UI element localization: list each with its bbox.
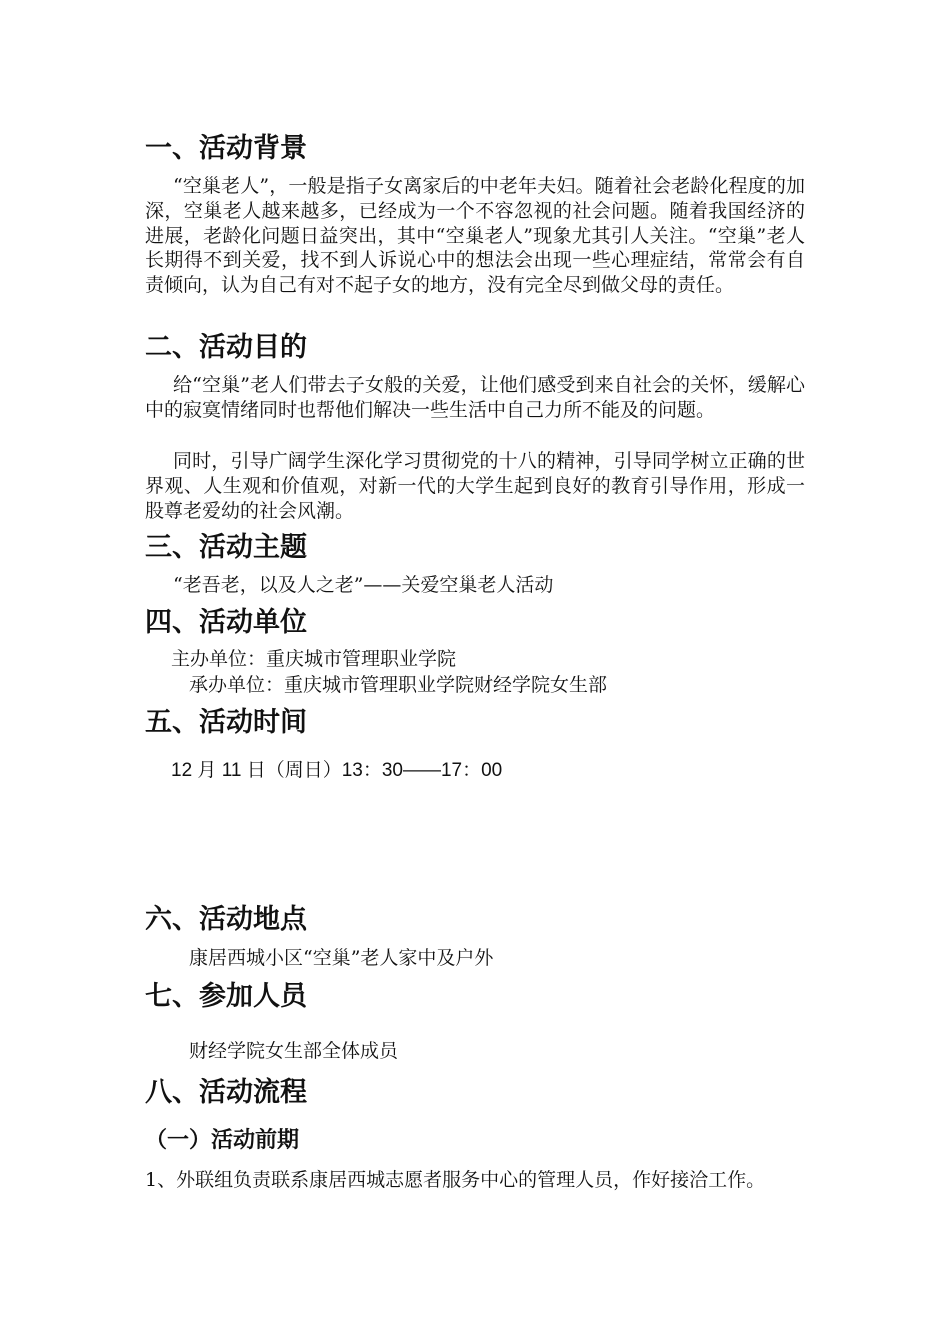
heading-purpose: 二、活动目的 (145, 332, 307, 363)
location-text: 康居西城小区“空巢”老人家中及户外 (189, 947, 494, 969)
heading-theme: 三、活动主题 (145, 532, 307, 563)
heading-participants: 七、参加人员 (145, 981, 307, 1012)
host-unit: 主办单位：重庆城市管理职业学院 (171, 648, 457, 670)
heading-background: 一、活动背景 (145, 133, 307, 164)
purpose-paragraph-2: 同时，引导广阔学生深化学习贯彻党的十八的精神，引导同学树立正确的世界观、人生观和价值观，对新一代的大学生起到良好的教育引导作用，形成一股尊老爱幼的社会风潮。 (145, 450, 805, 522)
subheading-pre-activity: （一）活动前期 (145, 1128, 300, 1153)
background-paragraph: “空巢老人”，一般是指子女离家后的中老年夫妇。随着社会老龄化程度的加深，空巢老人越来越多，已经成为一个不容忽视的社会问题。随着我国经济的进展，老龄化问题日益突出，其中“空巢老人”现象尤其引人关注。“空巢”老人长期得不到关爱，找不到人诉说心中的想法会出现一些心理症结，常常会有自责倾向，认为自己有对不起子女的地方，没有完全尽到做父母的责任。 (145, 175, 805, 297)
process-item-1: 1、外联组负责联系康居西城志愿者服务中心的管理人员，作好接洽工作。 (145, 1169, 766, 1191)
time-text: 12 月 11 日（周日）13：30——17：00 (171, 760, 503, 781)
heading-time: 五、活动时间 (145, 707, 307, 738)
undertaker-unit: 承办单位：重庆城市管理职业学院财经学院女生部 (189, 674, 608, 696)
participants-text: 财经学院女生部全体成员 (189, 1040, 399, 1062)
theme-text: “老吾老，以及人之老”——关爱空巢老人活动 (173, 574, 554, 596)
heading-organizers: 四、活动单位 (145, 607, 307, 638)
purpose-paragraph-1: 给“空巢”老人们带去子女般的关爱，让他们感受到来自社会的关怀，缓解心中的寂寞情绪同时也帮他们解决一些生活中自己力所不能及的问题。 (145, 374, 805, 421)
heading-process: 八、活动流程 (145, 1077, 307, 1108)
heading-location: 六、活动地点 (145, 904, 307, 935)
